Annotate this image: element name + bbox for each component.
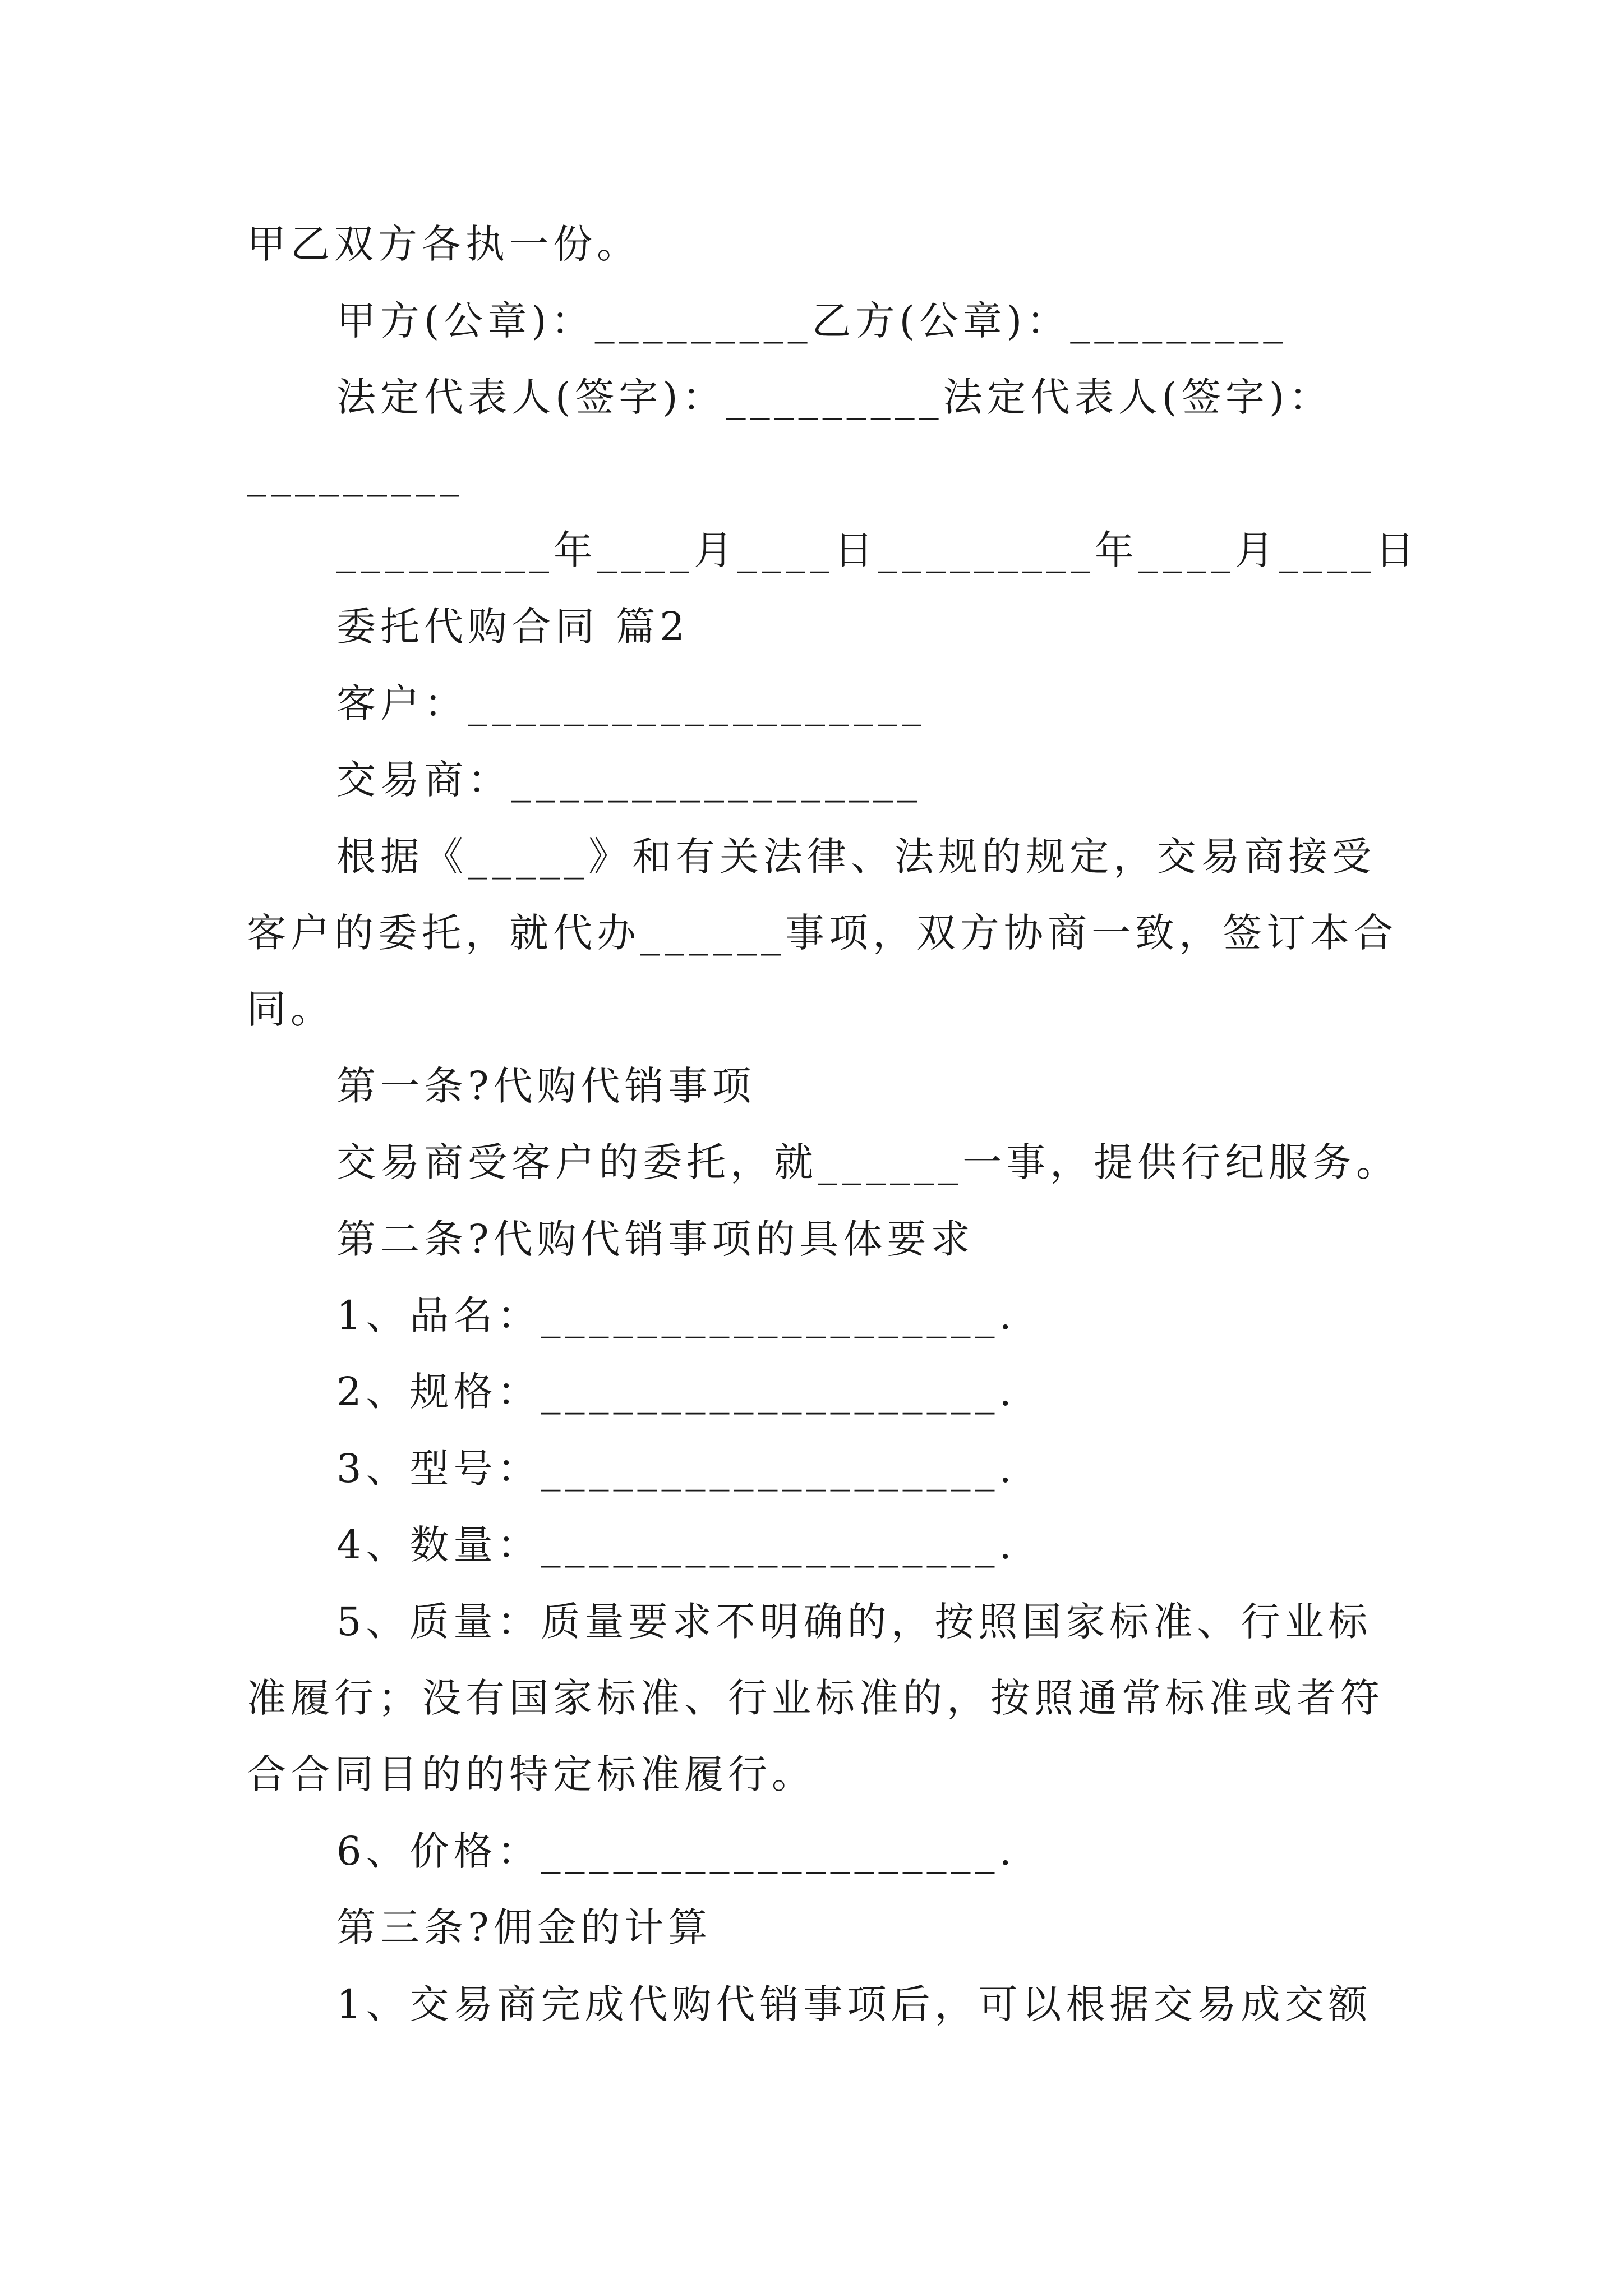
- article-heading: 第三条?佣金的计算: [336, 1904, 712, 1950]
- list-item: 6、价格：___________________.: [336, 1828, 1016, 1874]
- signature-seal-line: 甲方(公章)：_________乙方(公章)：_________: [336, 298, 1288, 344]
- text-line: 甲乙双方各执一份。: [247, 221, 640, 267]
- list-item: 3、型号：___________________.: [336, 1446, 1016, 1492]
- paragraph-line: 根据《_____》和有关法律、法规的规定，交易商接受: [336, 834, 1376, 880]
- paragraph-line: 同。: [247, 986, 334, 1032]
- section-title: 委托代购合同 篇2: [336, 604, 689, 650]
- paragraph-line: 客户的委托，就代办______事项，双方协商一致，签订本合: [247, 910, 1398, 956]
- list-item: 1、品名：___________________.: [336, 1292, 1016, 1338]
- client-field: 客户：___________________: [336, 680, 926, 726]
- paragraph-line: 交易商受客户的委托，就______一事，提供行纪服务。: [336, 1139, 1400, 1185]
- list-item: 4、数量：___________________.: [336, 1522, 1016, 1568]
- list-item: 1、交易商完成代购代销事项后，可以根据交易成交额: [336, 1981, 1372, 2027]
- list-item: 2、规格：___________________.: [336, 1369, 1016, 1415]
- paragraph-line: 合合同目的的特定标准履行。: [247, 1751, 815, 1797]
- legal-representative-line: 法定代表人(签字)：_________法定代表人(签字)：: [336, 374, 1333, 420]
- article-heading: 第一条?代购代销事项: [336, 1063, 756, 1109]
- signature-blank-line: _________: [247, 451, 464, 497]
- list-item: 5、质量：质量要求不明确的，按照国家标准、行业标: [336, 1599, 1372, 1645]
- paragraph-line: 准履行；没有国家标准、行业标准的，按照通常标准或者符: [247, 1675, 1384, 1721]
- date-line: _________年____月____日_________年____月____日: [336, 527, 1419, 573]
- trader-field: 交易商：_________________: [336, 757, 921, 803]
- article-heading: 第二条?代购代销事项的具体要求: [336, 1216, 975, 1262]
